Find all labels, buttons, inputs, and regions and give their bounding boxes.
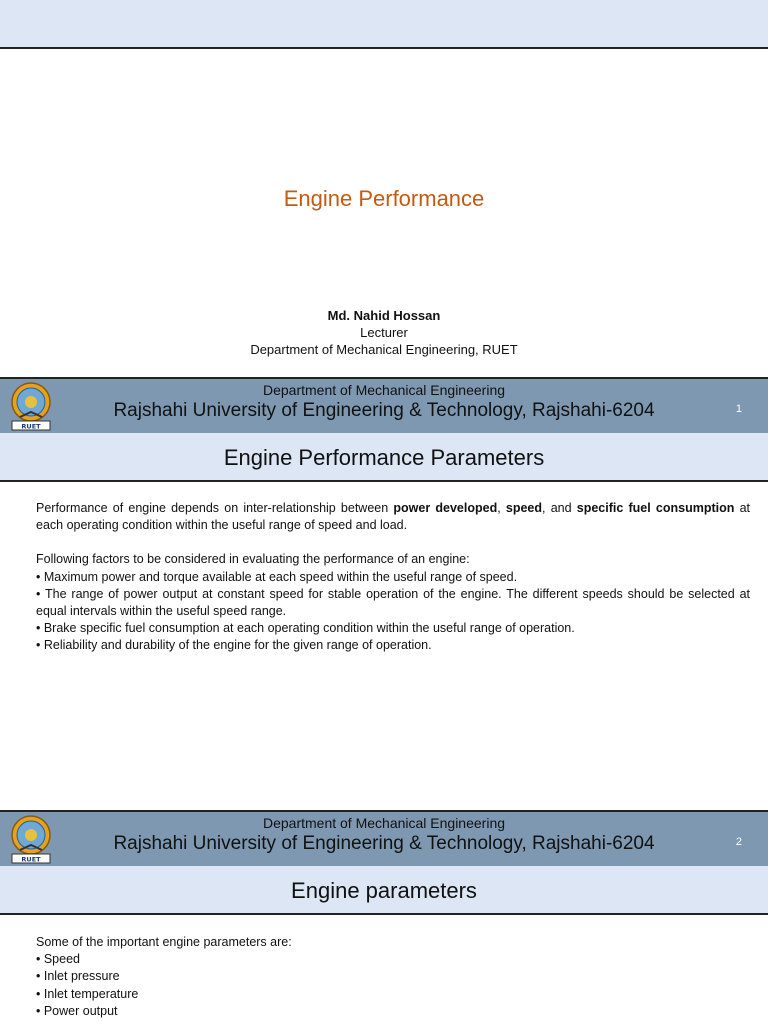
list-item: • Power output	[36, 1003, 118, 1018]
footer-university: Rajshahi University of Engineering & Technology, Rajshahi-6204	[113, 833, 655, 854]
slide1-header-band	[0, 0, 768, 49]
slide3-intro: Some of the important engine parameters are:	[36, 935, 292, 949]
list-item: • Maximum power and torque available at each speed within the useful range of speed.	[36, 569, 518, 584]
page-number: 1	[735, 403, 742, 415]
footer-department: Department of Mechanical Engineering	[262, 815, 506, 831]
author-department: Department of Mechanical Engineering, RUET	[250, 342, 518, 357]
footer-university: Rajshahi University of Engineering & Technology, Rajshahi-6204	[113, 400, 655, 421]
slide2-title: Engine Performance Parameters	[223, 445, 545, 470]
author-role: Lecturer	[360, 325, 408, 340]
slide1-title: Engine Performance	[283, 186, 485, 211]
author-name: Md. Nahid Hossan	[327, 308, 441, 323]
list-item: • Reliability and durability of the engine for the given range of operation.	[36, 638, 432, 653]
slide3-title: Engine parameters	[291, 878, 477, 903]
page-number: 2	[735, 836, 742, 848]
slide2-footer	[0, 810, 768, 866]
footer-department: Department of Mechanical Engineering	[262, 382, 506, 398]
slide2-body	[36, 500, 750, 655]
slide1-footer	[0, 377, 768, 433]
svg-text:RUET: RUET	[21, 855, 41, 864]
slide2-factors-heading: Following factors to be considered in evaluating the performance of an engine:	[36, 552, 470, 567]
svg-text:RUET: RUET	[21, 422, 41, 431]
list-item: • The range of power output at constant speed for stable operation of the engine. The different speeds should be selected at equal intervals within the useful speed range.	[36, 586, 750, 619]
list-item: • Brake specific fuel consumption at each operating condition within the useful range of operation.	[36, 621, 575, 636]
list-item: • Speed	[36, 952, 80, 967]
list-item: • Inlet temperature	[36, 986, 139, 1001]
list-item: • Inlet pressure	[36, 969, 120, 984]
slide2-intro: Performance of engine depends on inter-relationship between power developed, speed, and specific fuel consumption at each operating condition within the useful range of speed and load.	[36, 501, 750, 533]
slide3-body	[36, 934, 750, 1020]
